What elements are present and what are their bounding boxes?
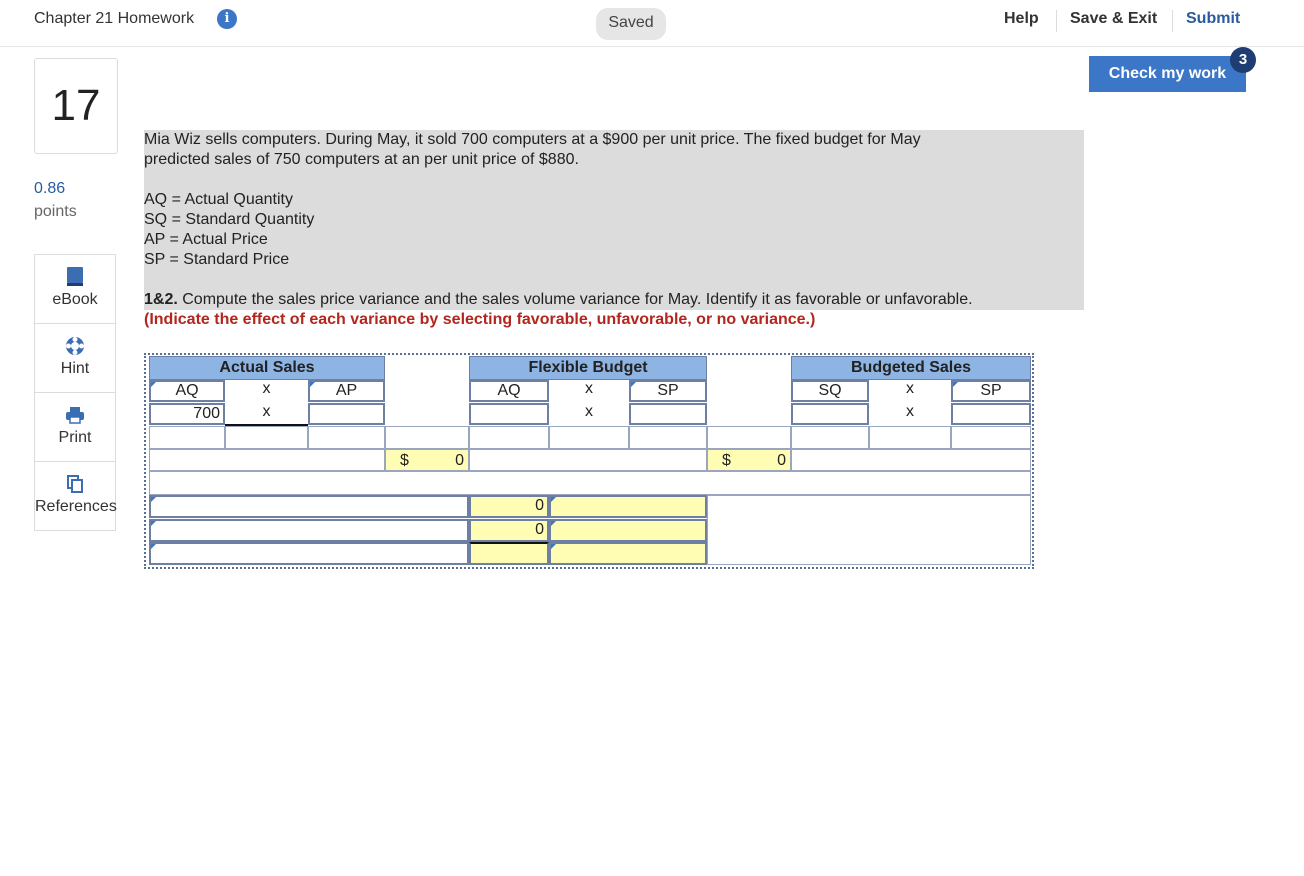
blank-cell [707, 426, 791, 449]
hint-label: Hint [60, 360, 90, 377]
multiply-sign: x [262, 380, 271, 397]
blank-cell [791, 449, 1031, 471]
aq-label-cell[interactable]: AQ [469, 380, 549, 402]
check-my-work-button[interactable]: Check my work [1089, 56, 1246, 92]
print-label: Print [58, 429, 92, 446]
blank-row [149, 471, 1031, 495]
blank-cell [469, 449, 707, 471]
variance-label-select-1[interactable] [149, 495, 469, 518]
references-button[interactable] [34, 461, 116, 531]
task-text: Compute the sales price variance and the sales volume variance for May. Identify it as favorable or unfavorable. [177, 291, 973, 308]
multiply-sign: x [225, 403, 308, 426]
variance-effect-select-1[interactable] [549, 495, 707, 518]
book-icon [35, 267, 115, 287]
blank-cell [225, 426, 308, 449]
actual-sales-total [385, 449, 469, 471]
sp-label-cell[interactable]: SP [629, 380, 707, 402]
check-attempts-badge: 3 [1230, 47, 1256, 73]
flex-sp-input[interactable] [629, 403, 707, 425]
saved-status-badge: Saved [596, 8, 666, 40]
flexible-budget-total-value: 0 [777, 452, 786, 469]
instruction-text: (Indicate the effect of each variance by selecting favorable, unfavorable, or no variance.) [144, 311, 816, 328]
ebook-button[interactable] [34, 254, 116, 324]
printer-icon [35, 405, 115, 425]
lifebuoy-icon [35, 336, 115, 356]
question-number: 17 [34, 58, 118, 154]
points-value: 0.86 [34, 180, 66, 197]
variance-amount-3 [469, 542, 549, 565]
assignment-title: Chapter 21 Homework [34, 10, 195, 27]
actual-price-input[interactable] [308, 403, 385, 425]
question-text-block [144, 130, 1084, 310]
budgeted-sales-header: Budgeted Sales [791, 356, 1031, 380]
budget-sp-input[interactable] [951, 403, 1031, 425]
aq-label-cell[interactable]: AQ [149, 380, 225, 402]
help-link[interactable]: Help [1004, 10, 1039, 27]
blank-cell [869, 426, 951, 449]
sq-label-cell[interactable]: SQ [791, 380, 869, 402]
variance-amount-1: 0 [469, 495, 549, 518]
definition-aq: AQ = Actual Quantity [144, 191, 293, 208]
variance-effect-select-2[interactable] [549, 519, 707, 542]
flexible-budget-header: Flexible Budget [469, 356, 707, 380]
blank-cell [791, 426, 869, 449]
blank-cell [469, 426, 549, 449]
copy-icon [35, 474, 115, 494]
variance-worksheet [144, 353, 1034, 569]
ap-label-cell[interactable]: AP [308, 380, 385, 402]
actual-sales-total-value: 0 [455, 452, 464, 469]
flex-aq-input[interactable] [469, 403, 549, 425]
flexible-budget-total [707, 449, 791, 471]
hint-button[interactable] [34, 323, 116, 393]
variance-label-select-3[interactable] [149, 542, 469, 565]
blank-cell [308, 426, 385, 449]
save-exit-link[interactable]: Save & Exit [1070, 10, 1158, 27]
task-line [144, 290, 1084, 310]
definition-sq: SQ = Standard Quantity [144, 211, 315, 228]
definition-ap: AP = Actual Price [144, 231, 268, 248]
points-label: points [34, 203, 77, 220]
budget-sq-input[interactable] [791, 403, 869, 425]
multiply-sign: x [906, 380, 914, 397]
blank-cell [385, 426, 469, 449]
question-line: predicted sales of 750 computers at an per unit price of $880. [144, 151, 579, 168]
multiply-sign: x [585, 403, 593, 420]
info-icon[interactable]: i [217, 9, 237, 29]
dollar-sign: $ [722, 452, 731, 469]
submit-link[interactable]: Submit [1186, 10, 1241, 27]
top-bar [0, 0, 1304, 47]
blank-area [707, 495, 1031, 565]
ebook-label: eBook [52, 291, 98, 308]
definition-sp: SP = Standard Price [144, 251, 290, 268]
print-button[interactable] [34, 392, 116, 462]
variance-label-select-2[interactable] [149, 519, 469, 542]
references-label: References [35, 498, 117, 515]
blank-cell [149, 449, 385, 471]
variance-effect-select-3[interactable] [549, 542, 707, 565]
dollar-sign: $ [400, 452, 409, 469]
actual-sales-header: Actual Sales [149, 356, 385, 380]
blank-cell [951, 426, 1031, 449]
actual-quantity-input[interactable]: 700 [149, 403, 225, 425]
blank-cell [629, 426, 707, 449]
header-divider [1172, 10, 1173, 32]
question-line: Mia Wiz sells computers. During May, it sold 700 computers at a $900 per unit price. The fixed budget for May [144, 131, 921, 148]
sp-label-cell[interactable]: SP [951, 380, 1031, 402]
multiply-sign: x [585, 380, 593, 397]
multiply-sign: x [906, 403, 914, 420]
task-number: 1&2. [144, 291, 178, 308]
variance-amount-2: 0 [469, 519, 549, 542]
header-divider [1056, 10, 1057, 32]
blank-cell [149, 426, 225, 449]
blank-cell [549, 426, 629, 449]
